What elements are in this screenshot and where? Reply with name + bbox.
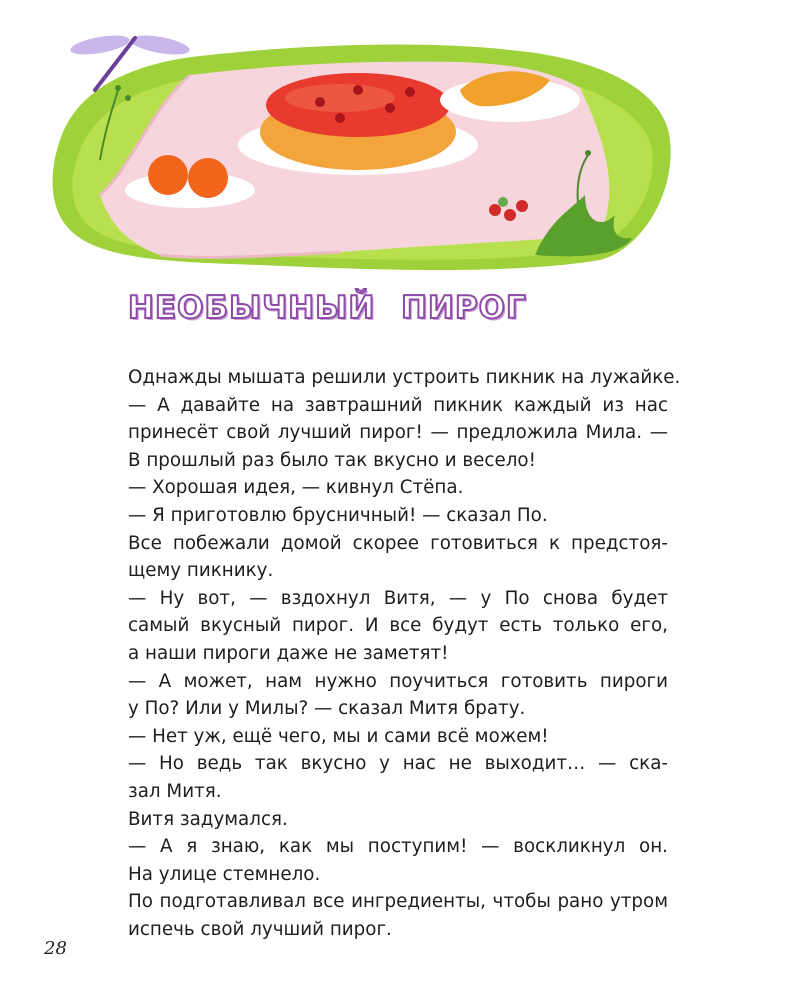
story-text [128,364,681,943]
story-line: — А давайте на завтрашний пикник каждый из нас [128,394,668,416]
page-number: 28 [44,938,67,959]
picnic-illustration [40,20,680,280]
story-line: испечь свой лучший пирог. [128,918,392,940]
story-line: По подготавливал все ингредиенты, чтобы рано утром [128,891,668,913]
story-line: Все побежали домой скорее готовиться к предстоя- [128,532,668,554]
story-line: — Ну вот, — вздохнул Витя, — у По снова будет [128,587,668,609]
story-line: Витя задумался. [128,808,288,830]
story-line: На улице стемнело. [128,863,321,885]
story-line: — Я приготовлю брусничный! — сказал По. [128,504,548,526]
story-line: зал Митя. [128,780,222,802]
story-line: а наши пироги даже не заметят! [128,642,449,664]
story-line: — Нет уж, ещё чего, мы и сами всё можем! [128,725,549,747]
story-line: щему пикнику. [128,560,274,582]
story-line: самый вкусный пирог. И все будут есть только его, [128,615,668,637]
story-line: — А может, нам нужно поучиться готовить пироги [128,670,668,692]
story-line: В прошлый раз было так вкусно и весело! [128,449,536,471]
story-line: у По? Или у Милы? — сказал Митя брату. [128,698,526,720]
story-line: — Хорошая идея, — кивнул Стёпа. [128,477,464,499]
story-line: — А я знаю, как мы поступим! — воскликнул он. [128,836,668,858]
story-title: НЕОБЫЧНЫЙ ПИРОГ [128,290,527,326]
story-line: Однажды мышата решили устроить пикник на лужайке. [128,367,681,388]
story-line: — Но ведь так вкусно у нас не выходит… — ска- [128,753,668,775]
orange-icon [148,155,188,195]
story-line: принесёт свой лучший пирог! — предложила Мила. — [128,422,668,444]
